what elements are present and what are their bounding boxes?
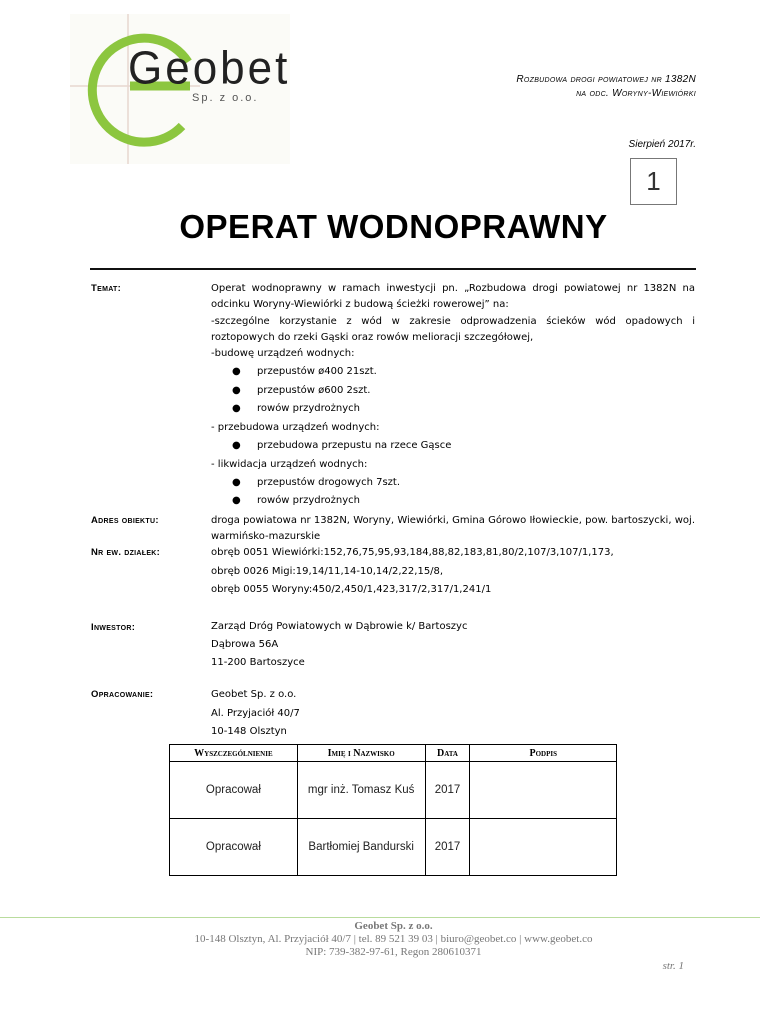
opracowanie-line: Al. Przyjaciół 40/7	[211, 708, 300, 719]
opracowanie-label: Opracowanie:	[91, 689, 154, 700]
inwestor-line: Dąbrowa 56A	[211, 639, 279, 650]
table-row	[170, 819, 617, 876]
project-name	[516, 73, 696, 101]
inwestor-line: 11-200 Bartoszyce	[211, 657, 305, 668]
table-cell: mgr inż. Tomasz Kuś	[297, 762, 425, 819]
document-date: Sierpień 2017r.	[628, 139, 696, 150]
adres-label: Adres obiektu:	[91, 515, 159, 526]
build-item: przepustów ø400 21szt.	[257, 366, 377, 377]
build-item: przepustów ø600 2szt.	[257, 385, 371, 396]
signoff-table	[169, 744, 617, 876]
rebuild-item: przebudowa przepustu na rzece Gąsce	[257, 440, 452, 451]
document-title: OPERAT WODNOPRAWNY	[179, 208, 608, 245]
table-cell: Opracował	[170, 819, 298, 876]
signature-cell	[470, 819, 617, 876]
title-divider	[90, 268, 696, 270]
liquidation-item: przepustów drogowych 7szt.	[257, 477, 401, 488]
page-number: str. 1	[662, 960, 684, 972]
table-header-row	[170, 745, 617, 762]
bullet-icon: ●	[232, 385, 241, 396]
bullet-icon: ●	[232, 477, 241, 488]
table-cell: Opracował	[170, 762, 298, 819]
table-cell: 2017	[425, 762, 470, 819]
bullet-icon: ●	[232, 403, 241, 414]
footer-ids: NIP: 739-382-97-61, Regon 280610371	[305, 946, 482, 958]
table-header-cell: Imię i Nazwisko	[297, 745, 425, 762]
bullet-icon: ●	[232, 440, 241, 451]
signature-cell	[470, 762, 617, 819]
liquidation-item: rowów przydrożnych	[257, 495, 360, 506]
dzialek-line: obręb 0055 Woryny:450/2,450/1,423,317/2,317/1,241/1	[211, 584, 492, 595]
rebuild-heading: - przebudowa urządzeń wodnych:	[211, 422, 380, 433]
table-header-cell: Wyszczególnienie	[170, 745, 298, 762]
table-cell: 2017	[425, 819, 470, 876]
build-heading: -budowę urządzeń wodnych:	[211, 348, 355, 359]
footer-divider	[0, 917, 760, 918]
project-line-1: Rozbudowa drogi powiatowej nr 1382N	[516, 74, 696, 85]
inwestor-label: Inwestor:	[91, 622, 136, 633]
table-row	[170, 762, 617, 819]
dzialek-line: obręb 0026 Migi:19,14/11,14-10,14/2,22,15/8,	[211, 566, 444, 577]
footer-company: Geobet Sp. z o.o.	[354, 920, 433, 932]
build-item: rowów przydrożnych	[257, 403, 360, 414]
opracowanie-line: Geobet Sp. z o.o.	[211, 689, 297, 700]
volume-number-box: 1	[630, 158, 677, 205]
opracowanie-line: 10-148 Olsztyn	[211, 726, 287, 737]
table-header-cell: Data	[425, 745, 470, 762]
bullet-icon: ●	[232, 495, 241, 506]
project-line-2: na odc. Woryny-Wiewiórki	[576, 88, 696, 99]
temat-label: Temat:	[91, 283, 122, 294]
adres-value: droga powiatowa nr 1382N, Woryny, Wiewiórki, Gmina Górowo Iłowieckie, pow. bartoszycki, woj. warmińsko-mazurskie	[211, 515, 695, 542]
dzialek-line: obręb 0051 Wiewiórki:152,76,75,95,93,184,88,82,183,81,80/2,107/3,107/1,173,	[211, 547, 614, 558]
bullet-icon: ●	[232, 366, 241, 377]
logo-subtitle: Sp. z o.o.	[192, 92, 259, 104]
footer-address: 10-148 Olsztyn, Al. Przyjaciół 40/7 | tel. 89 521 39 03 | biuro@geobet.co | www.geobet.co	[194, 933, 593, 945]
table-cell: Bartłomiej Bandurski	[297, 819, 425, 876]
dzialek-label: Nr ew. działek:	[91, 547, 161, 558]
liquidation-heading: - likwidacja urządzeń wodnych:	[211, 459, 368, 470]
table-header-cell: Podpis	[470, 745, 617, 762]
logo-wordmark: Geobet	[128, 42, 291, 95]
temat-intro: Operat wodnoprawny w ramach inwestycji pn. „Rozbudowa drogi powiatowej nr 1382N na odcinku Woryny-Wiewiórki z budową ścieżki rowerowej” na:	[211, 283, 695, 310]
temat-usage: -szczególne korzystanie z wód w zakresie odprowadzenia ścieków wód opadowych i roztopowych do rzeki Gąski oraz rowów melioracji szczegółowej,	[211, 316, 695, 343]
inwestor-line: Zarząd Dróg Powiatowych w Dąbrowie k/ Bartoszyc	[211, 621, 468, 632]
